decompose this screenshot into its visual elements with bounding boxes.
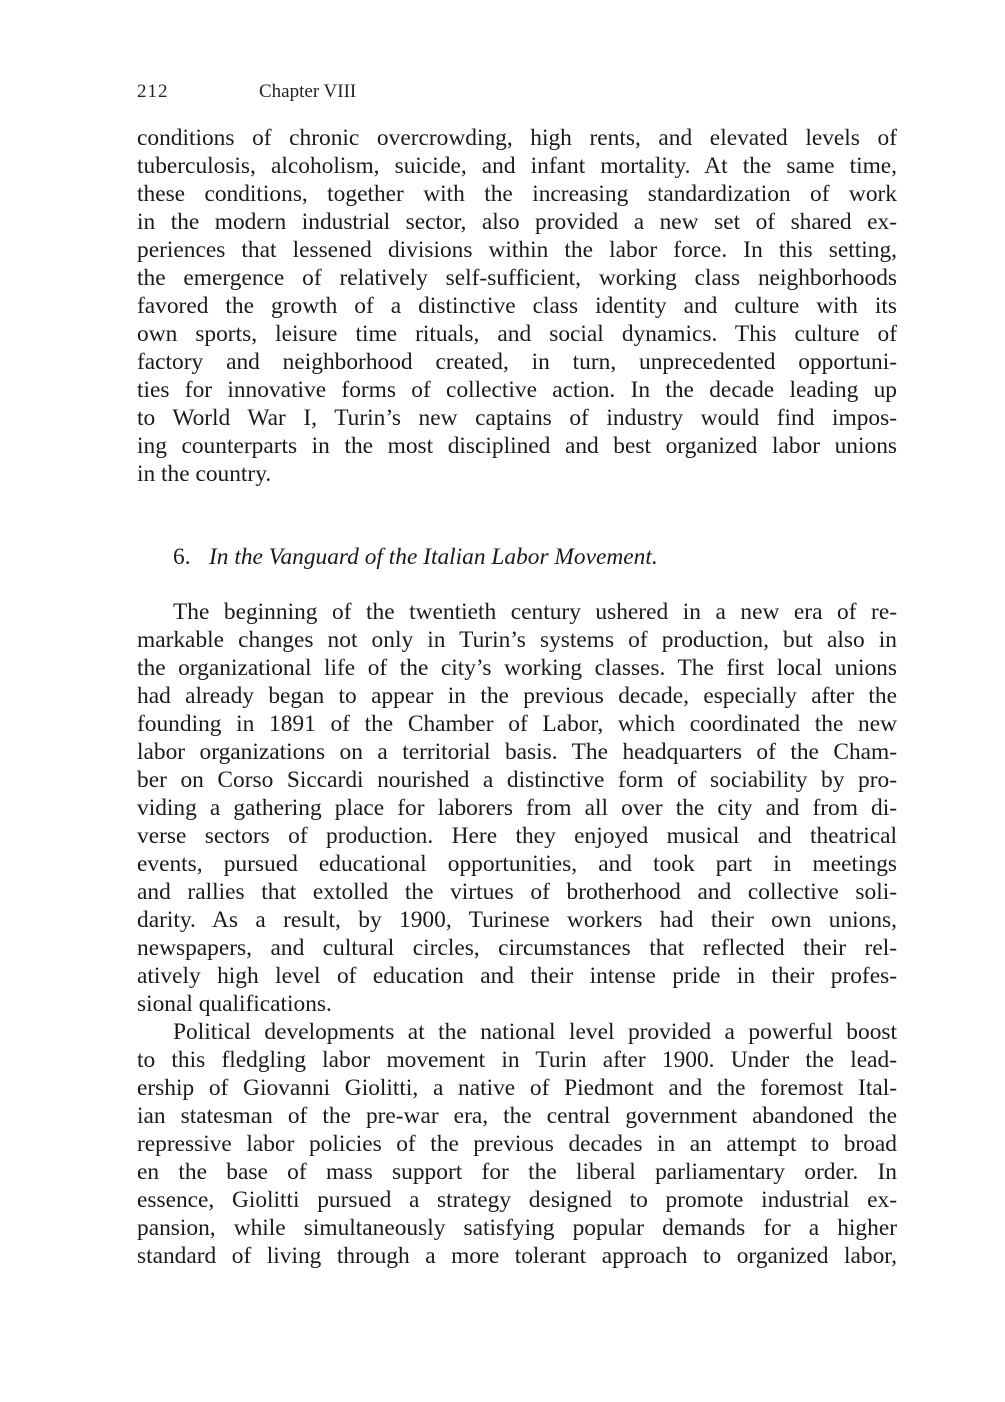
text-line: labor organizations on a territorial basis. The headquarters of the Cham- [137,739,897,765]
running-head [137,80,356,104]
text-line: ership of Giovanni Giolitti, a native of Piedmont and the foremost Ital- [137,1075,897,1101]
paragraph-2 [137,1018,897,1270]
text-line: to World War I, Turin’s new captains of industry would find impos- [137,405,897,431]
text-line: to this fledgling labor movement in Turin after 1900. Under the lead- [137,1047,897,1073]
text-line: Political developments at the national level provided a powerful boost [173,1019,897,1045]
text-line: and rallies that extolled the virtues of brotherhood and collective soli- [137,879,897,905]
chapter-label: Chapter VIII [259,81,357,102]
text-line: the emergence of relatively self-sufficient, working class neighborhoods [137,265,897,291]
section-heading [173,540,658,574]
text-line: ber on Corso Siccardi nourished a distinctive form of sociability by pro- [137,767,897,793]
text-line: ian statesman of the pre-war era, the central government abandoned the [137,1103,897,1129]
text-line: pansion, while simultaneously satisfying popular demands for a higher [137,1215,897,1241]
text-line: essence, Giolitti pursued a strategy designed to promote industrial ex- [137,1187,897,1213]
text-line: darity. As a result, by 1900, Turinese workers had their own unions, [137,907,897,933]
text-line: sional qualifications. [137,991,332,1017]
text-line: viding a gathering place for laborers from all over the city and from di- [137,795,897,821]
text-line: markable changes not only in Turin’s systems of production, but also in [137,627,897,653]
text-line: repressive labor policies of the previous decades in an attempt to broad [137,1131,897,1157]
text-line: factory and neighborhood created, in turn, unprecedented opportuni- [137,349,897,375]
page-number: 212 [137,81,169,102]
section-title: In the Vanguard of the Italian Labor Movement. [209,544,658,570]
text-line: atively high level of education and their intense pride in their profes- [137,963,897,989]
text-line: the organizational life of the city’s working classes. The first local unions [137,655,897,681]
text-line: newspapers, and cultural circles, circumstances that reflected their rel- [137,935,897,961]
text-line: tuberculosis, alcoholism, suicide, and infant mortality. At the same time, [137,153,897,179]
text-line: ties for innovative forms of collective action. In the decade leading up [137,377,897,403]
paragraph-1 [137,598,897,1018]
text-line: founding in 1891 of the Chamber of Labor, which coordinated the new [137,711,897,737]
paragraph-continued [137,124,897,488]
text-line: had already began to appear in the previous decade, especially after the [137,683,897,709]
text-line: these conditions, together with the increasing standardization of work [137,181,897,207]
text-line: conditions of chronic overcrowding, high rents, and elevated levels of [137,125,897,151]
text-line: en the base of mass support for the liberal parliamentary order. In [137,1159,897,1185]
section-number: 6. [173,544,191,570]
text-line: The beginning of the twentieth century ushered in a new era of re- [173,599,897,625]
text-line: events, pursued educational opportunities, and took part in meetings [137,851,897,877]
text-line: periences that lessened divisions within the labor force. In this setting, [137,237,897,263]
text-line: ing counterparts in the most disciplined and best organized labor unions [137,433,897,459]
text-line: standard of living through a more tolerant approach to organized labor, [137,1243,897,1269]
text-line: favored the growth of a distinctive class identity and culture with its [137,293,897,319]
text-line: in the modern industrial sector, also provided a new set of shared ex- [137,209,897,235]
text-line: own sports, leisure time rituals, and social dynamics. This culture of [137,321,897,347]
text-line: verse sectors of production. Here they enjoyed musical and theatrical [137,823,897,849]
text-line: in the country. [137,461,272,487]
